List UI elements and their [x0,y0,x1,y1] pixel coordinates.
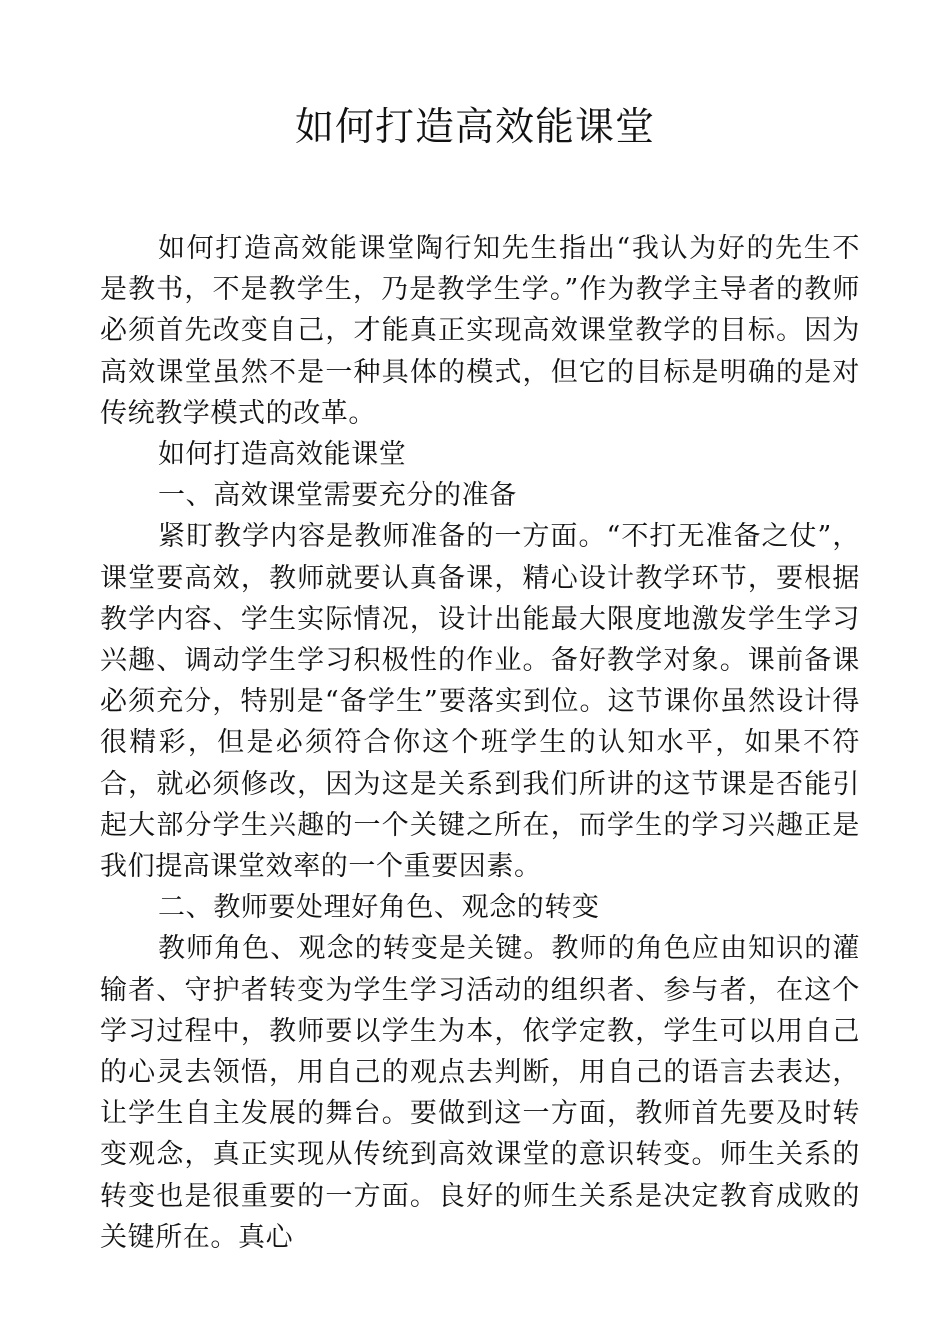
paragraph-subtitle: 如何打造高效能课堂 [158,439,407,471]
section-heading-1: 一、高效课堂需要充分的准备 [158,480,517,512]
paragraph-section-1: 紧盯教学内容是教师准备的一方面。“不打无准备之仗”，课堂要高效，教师就要认真备课，精心设计教学环节，要根据教学内容、学生实际情况，设计出能最大限度地激发学生学习兴趣、调动学生学习积极性的作业。备好教学对象。课前备课必须充分，特别是“备学生”要落实到位。这节课你虽然设计得很精彩，但是必须符合你这个班学生的认知水平，如果不符合，就必须修改，因为这是关系到我们所讲的这节课是否能引起大部分学生兴趣的一个关键之所在，而学生的学习兴趣正是我们提高课堂效率的一个重要因素。 [100,521,860,883]
section-heading-2: 二、教师要处理好角色、观念的转变 [158,892,600,924]
paragraph-section-2: 教师角色、观念的转变是关键。教师的角色应由知识的灌输者、守护者转变为学生学习活动的组织者、参与者，在这个学习过程中，教师要以学生为本，依学定教，学生可以用自己的心灵去领悟，用自己的观点去判断，用自己的语言去表达，让学生自主发展的舞台。要做到这一方面，教师首先要及时转变观念，真正实现从传统到高效课堂的意识转变。师生关系的转变也是很重要的一方面。良好的师生关系是决定教育成败的关键所在。真心 [100,933,860,1253]
document-title: 如何打造高效能课堂 [294,105,655,150]
document-body [100,228,860,1258]
paragraph-intro: 如何打造高效能课堂陶行知先生指出“我认为好的先生不是教书，不是教学生，乃是教学生学。”作为教学主导者的教师必须首先改变自己，才能真正实现高效课堂教学的目标。因为高效课堂虽然不是一种具体的模式，但它的目标是明确的是对传统教学模式的改革。 [100,233,860,429]
